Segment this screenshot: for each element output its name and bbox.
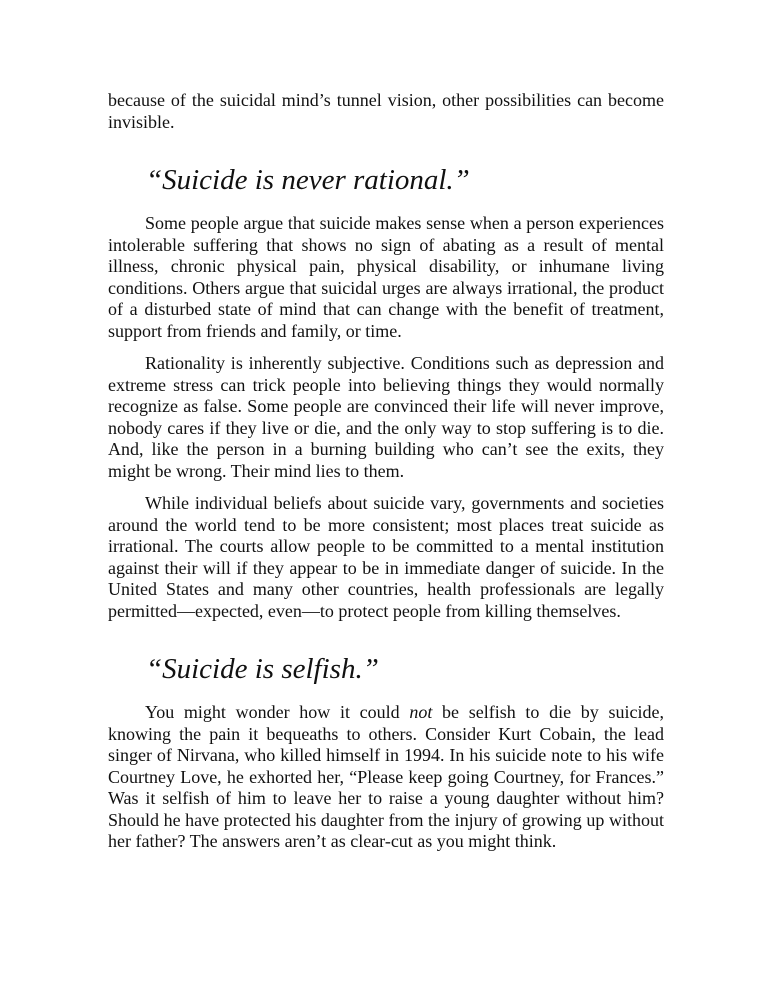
selfish-text-before: You might wonder how it could [145,702,410,722]
paragraph-selfish-1 [108,702,664,853]
selfish-emphasis: not [409,702,433,722]
section-heading-selfish: “Suicide is selfish.” [146,653,379,685]
paragraph-rational-2: Rationality is inherently subjective. Conditions such as depression and extreme stress can trick people into believing things they would normally recognize as false. Some people are convinced their life will never improve, nobody cares if they live or die, and the only way to stop suffering is to die. And, like the person in a burning building who can’t see the exits, they might be wrong. Their mind lies to them. [108,353,664,481]
document-page [108,90,664,853]
intro-paragraph: because of the suicidal mind’s tunnel vision, other possibilities can become invisible. [108,90,664,132]
paragraph-rational-3: While individual beliefs about suicide vary, governments and societies around the world tend to be more consistent; most places treat suicide as irrational. The courts allow people to be committed to a mental institution against their will if they appear to be in immediate danger of suicide. In the United States and many other countries, health professionals are legally permitted—expected, even—to protect people from killing themselves. [108,493,664,621]
paragraph-rational-1: Some people argue that suicide makes sense when a person experiences intolerable suffering that shows no sign of abating as a result of mental illness, chronic physical pain, physical disability, or inhumane living conditions. Others argue that suicidal urges are always irrational, the product of a disturbed state of mind that can change with the benefit of treatment, support from friends and family, or time. [108,213,664,341]
section-heading-never-rational: “Suicide is never rational.” [146,164,470,196]
selfish-text-after: be selfish to die by suicide, knowing the pain it bequeaths to others. Consider Kurt Cobain, the lead singer of Nirvana, who killed himself in 1994. In his suicide note to his wife Courtney Love, he exhorted her, “Please keep going Courtney, for Frances.” Was it selfish of him to leave her to raise a young daughter without him? Should he have protected his daughter from the injury of growing up without her father? The answers aren’t as clear-cut as you might think. [108,702,664,851]
